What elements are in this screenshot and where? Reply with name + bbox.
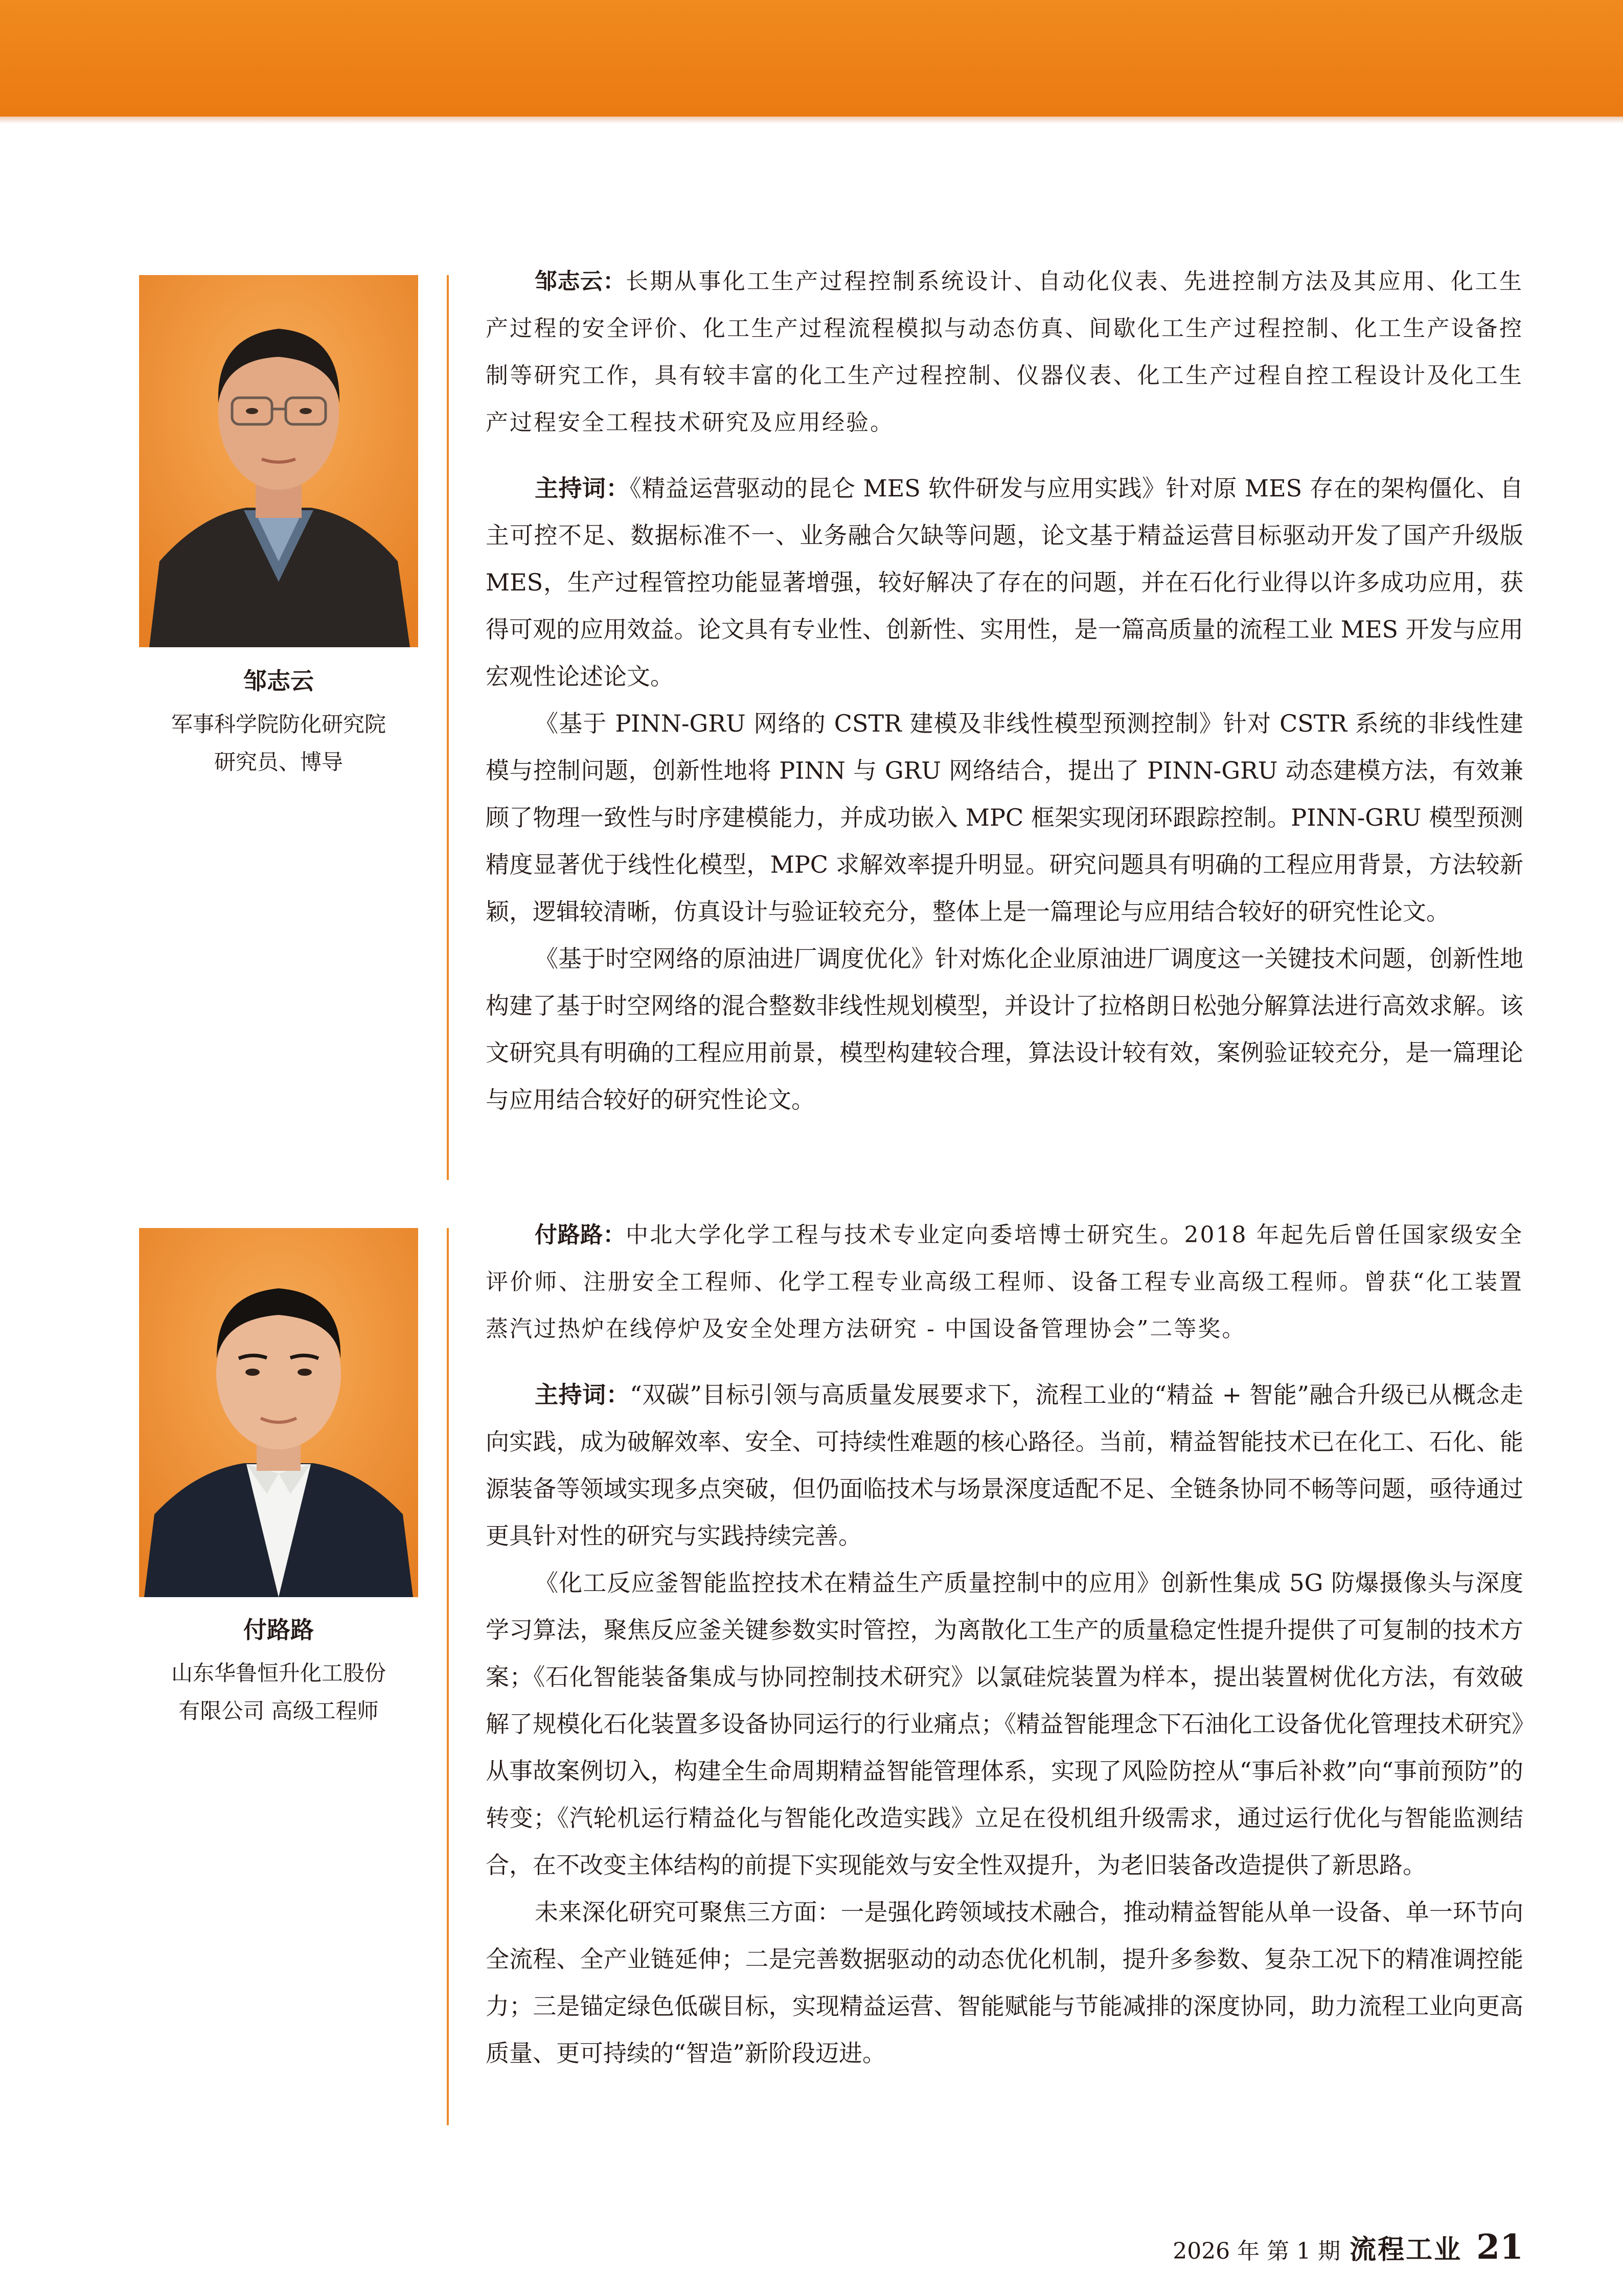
text-column-fu xyxy=(486,1212,1523,2077)
person-title xyxy=(128,706,429,781)
person-name: 付路路 xyxy=(243,1616,314,1644)
person-title-line: 军事科学院防化研究院 xyxy=(171,712,386,737)
comment-label: 主持词： xyxy=(535,1381,630,1408)
page-number: 21 xyxy=(1476,2227,1523,2267)
bio-label: 邹志云： xyxy=(535,268,626,294)
comment-paragraph: 《基于时空网络的原油进厂调度优化》针对炼化企业原油进厂调度这一关键技术问题，创新性地构建了基于时空网络的混合整数非线性规划模型，并设计了拉格朗日松弛分解算法进行高效求解。该文研究具有明确的工程应用前景，模型构建较合理，算法设计较有效，案例验证较充分，是一篇理论与应用结合较好的研究性论文。 xyxy=(486,945,1523,1113)
comment-paragraph xyxy=(486,465,1523,700)
magazine-name: 流程工业 xyxy=(1350,2234,1462,2265)
bio-label: 付路路： xyxy=(535,1222,626,1248)
section-divider xyxy=(447,1228,449,2125)
page-footer xyxy=(1173,2227,1523,2273)
header-band xyxy=(0,0,1623,117)
bio-text: 中北大学化学工程与技术专业定向委培博士研究生。2018 年起先后曾任国家级安全评价师、注册安全工程师、化学工程专业高级工程师、设备工程专业高级工程师。曾获“化工装置蒸汽过热炉在线停炉及安全处理方法研究 - 中国设备管理协会”二等奖。 xyxy=(486,1222,1524,1342)
person-name: 邹志云 xyxy=(243,667,314,695)
bio-text: 长期从事化工生产过程控制系统设计、自动化仪表、先进控制方法及其应用、化工生产过程的安全评价、化工生产过程流程模拟与动态仿真、间歇化工生产过程控制、化工生产设备控制等研究工作，具有较丰富的化工生产过程控制、仪器仪表、化工生产过程自控工程设计及化工生产过程安全工程技术研究及应用经验。 xyxy=(486,268,1524,436)
bio-paragraph xyxy=(486,1212,1523,1353)
comment-text: 《精益运营驱动的昆仑 MES 软件研发与应用实践》针对原 MES 存在的架构僵化、自主可控不足、数据标准不一、业务融合欠缺等问题，论文基于精益运营目标驱动开发了国产升级版 MES，生产过程管控功能显著增强，较好解决了存在的问题，并在石化行业得以许多成功应用，获得可观的应用效益。论文具有专业性、创新性、实用性，是一篇高质量的流程工业 MES 开发与应用宏观性论述论文。 xyxy=(486,474,1523,690)
comment-text: “双碳”目标引领与高质量发展要求下，流程工业的“精益 + 智能”融合升级已从概念走向实践，成为破解效率、安全、可持续性难题的核心路径。当前，精益智能技术已在化工、石化、能源装备等领域实现多点突破，但仍面临技术与场景深度适配不足、全链条协同不畅等问题，亟待通过更具针对性的研究与实践持续完善。 xyxy=(486,1381,1523,1550)
portrait-photo-fu xyxy=(139,1228,418,1597)
comment-label: 主持词： xyxy=(535,474,630,502)
section-divider xyxy=(447,275,449,1180)
comment-paragraph: 《基于 PINN-GRU 网络的 CSTR 建模及非线性模型预测控制》针对 CSTR 系统的非线性建模与控制问题，创新性地将 PINN 与 GRU 网络结合，提出了 PINN-GRU 动态建模方法，有效兼顾了物理一致性与时序建模能力，并成功嵌入 MPC 框架实现闭环跟踪控制。PINN-GRU 模型预测精度显著优于线性化模型，MPC 求解效率提升明显。研究问题具有明确的工程应用背景，方法较新颖，逻辑较清晰，仿真设计与验证较充分，整体上是一篇理论与应用结合较好的研究性论文。 xyxy=(486,710,1523,925)
person-title-line: 有限公司 高级工程师 xyxy=(178,1698,379,1723)
person-title xyxy=(128,1654,429,1730)
portrait-photo-zou xyxy=(139,275,418,647)
comment-paragraph: 《化工反应釜智能监控技术在精益生产质量控制中的应用》创新性集成 5G 防爆摄像头与深度学习算法，聚焦反应釜关键参数实时管控，为离散化工生产的质量稳定性提升提供了可复制的技术方案；《石化智能装备集成与协同控制技术研究》以氯硅烷装置为样本，提出装置树优化方法，有效破解了规模化石化装置多设备协同运行的行业痛点；《精益智能理念下石油化工设备优化管理技术研究》从事故案例切入，构建全生命周期精益智能管理体系，实现了风险防控从“事后补救”向“事前预防”的转变；《汽轮机运行精益化与智能化改造实践》立足在役机组升级需求，通过运行优化与智能监测结合，在不改变主体结构的前提下实现能效与安全性双提升，为老旧装备改造提供了新思路。 xyxy=(486,1569,1523,1879)
bio-paragraph xyxy=(486,258,1523,446)
person-title-line: 山东华鲁恒升化工股份 xyxy=(171,1661,386,1686)
person-title-line: 研究员、博导 xyxy=(214,749,343,775)
comment-paragraph xyxy=(486,1371,1523,1559)
text-column-zou xyxy=(486,258,1523,1123)
issue-label: 2026 年 第 1 期 xyxy=(1173,2238,1341,2264)
comment-paragraph: 未来深化研究可聚焦三方面：一是强化跨领域技术融合，推动精益智能从单一设备、单一环节向全流程、全产业链延伸；二是完善数据驱动的动态优化机制，提升多参数、复杂工况下的精准调控能力；三是锚定绿色低碳目标，实现精益运营、智能赋能与节能减排的深度协同，助力流程工业向更高质量、更可持续的“智造”新阶段迈进。 xyxy=(486,1898,1523,2067)
